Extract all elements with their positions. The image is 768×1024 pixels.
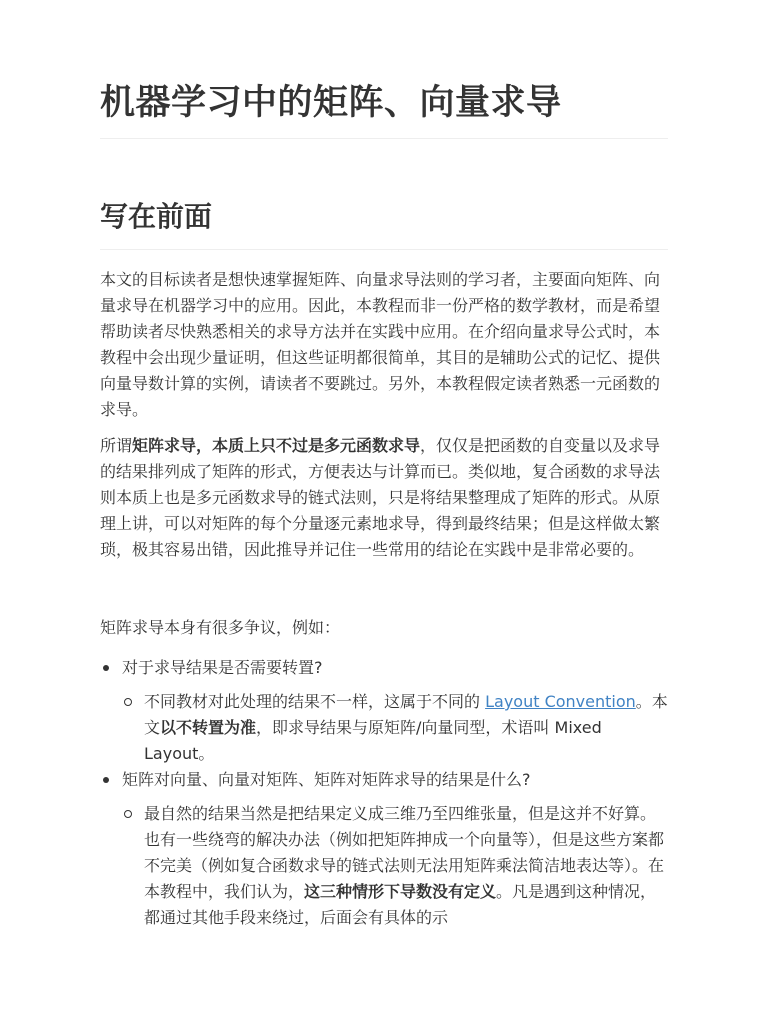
bullet-circle-icon	[124, 810, 132, 818]
sub-list	[122, 801, 668, 931]
bullet-disc-icon	[103, 665, 109, 671]
bullet-disc-icon	[103, 777, 109, 783]
list-item	[100, 767, 668, 931]
sub-list-item	[122, 689, 668, 767]
sub-item-text-3: ，即求导结果与原矩阵/向量同型，术语叫 Mixed Layout。	[144, 718, 602, 763]
list-item-text: 矩阵对向量、向量对矩阵、矩阵对矩阵求导的结果是什么?	[122, 770, 531, 789]
sub-item-bold: 这三种情形下导数没有定义	[304, 882, 497, 901]
list-item-text: 对于求导结果是否需要转置?	[122, 658, 323, 677]
sub-list	[122, 689, 668, 767]
sub-list-item	[122, 801, 668, 931]
intro-paragraph: 本文的目标读者是想快速掌握矩阵、向量求导法则的学习者，主要面向矩阵、向量求导在机器学习中的应用。因此，本教程而非一份严格的数学教材，而是希望帮助读者尽快熟悉相关的求导方法并在实践中应用。在介绍向量求导公式时，本教程中会出现少量证明，但这些证明都很简单，其目的是辅助公式的记忆、提供向量导数计算的实例，请读者不要跳过。另外，本教程假定读者熟悉一元函数的求导。	[100, 270, 661, 419]
document-page	[100, 0, 668, 931]
definition-prefix: 所谓	[100, 436, 133, 455]
sub-item-bold: 以不转置为准	[160, 718, 257, 737]
layout-convention-link[interactable]: Layout Convention	[485, 692, 636, 711]
controversy-list	[100, 655, 668, 931]
sub-item-text-1: 不同教材对此处理的结果不一样，这属于不同的	[144, 692, 486, 711]
controversy-intro: 矩阵求导本身有很多争议，例如：	[100, 618, 341, 637]
bullet-circle-icon	[124, 698, 132, 706]
definition-bold: 矩阵求导，本质上只不过是多元函数求导	[132, 436, 421, 455]
sub-item-text-2: 。凡是遇到这种情况，都通过其他手段来绕过，后面会有具体的示	[144, 882, 657, 927]
page-title: 机器学习中的矩阵、向量求导	[100, 78, 668, 139]
definition-suffix: ，仅仅是把函数的自变量以及求导的结果排列成了矩阵的形式，方便表达与计算而已。类似地，复合函数的求导法则本质上也是多元函数求导的链式法则，只是将结果整理成了矩阵的形式。从原理上讲，可以对矩阵的每个分量逐元素地求导，得到最终结果；但是这样做太繁琐，极其容易出错，因此推导并记住一些常用的结论在实践中是非常必要的。	[100, 436, 661, 559]
sub-item-text-2: 。本文	[144, 692, 668, 737]
list-item	[100, 655, 668, 767]
section-heading: 写在前面	[100, 195, 668, 250]
sub-item-text-1: 最自然的结果当然是把结果定义成三维乃至四维张量，但是这并不好算。也有一些绕弯的解决办法（例如把矩阵抻成一个向量等），但是这些方案都不完美（例如复合函数求导的链式法则无法用矩阵乘法简洁地表达等）。在本教程中，我们认为，	[144, 804, 665, 901]
definition-paragraph	[100, 433, 668, 563]
